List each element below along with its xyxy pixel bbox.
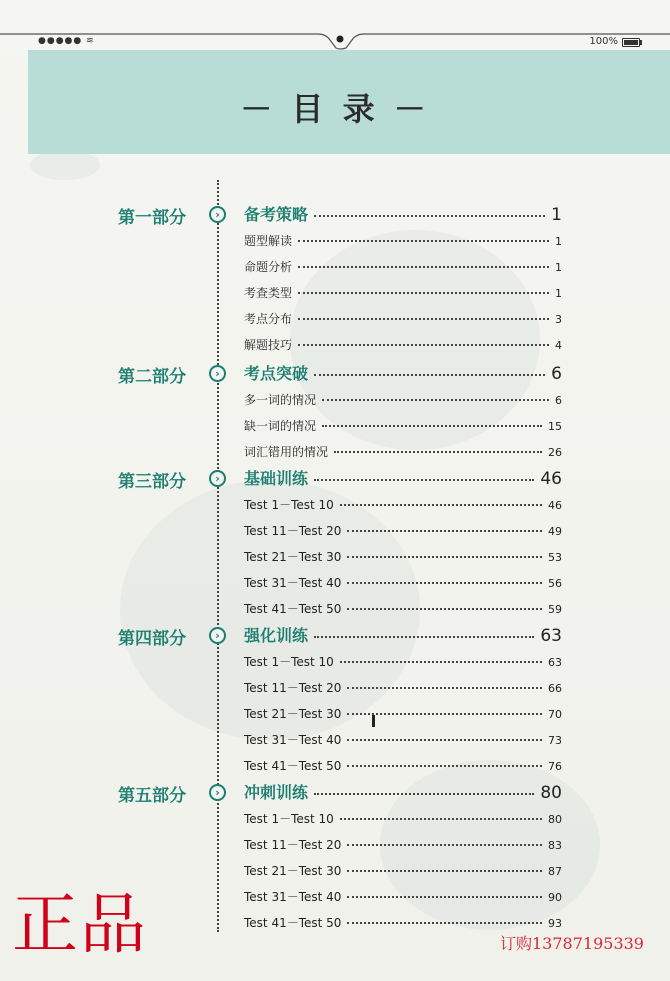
leader-dots [347,687,542,689]
part-label: 第五部分 [118,786,186,806]
entry-title: Test 41－Test 50 [244,602,342,616]
entry-title: Test 21－Test 30 [244,864,342,878]
signal-wifi-icon: ●●●●● ≋ [38,36,95,46]
toc-entry-row [244,284,562,301]
section-page-number: 63 [540,626,562,646]
entry-title: Test 41－Test 50 [244,759,342,773]
entry-page-number: 66 [548,682,562,695]
leader-dots [298,266,549,268]
toc-entry-row [244,836,562,853]
leader-dots [347,896,542,898]
entry-title: Test 31－Test 40 [244,890,342,904]
leader-dots [347,556,542,558]
toc-entry-row [244,810,562,827]
leader-dots [340,661,542,663]
entry-page-number: 53 [548,551,562,564]
leader-dots [340,504,542,506]
leader-dots [298,318,549,320]
entry-title: 题型解读 [244,234,293,248]
toc-section-row [244,466,562,489]
leader-dots [347,608,542,610]
dotted-divider [217,180,219,932]
toc-section-row [244,780,562,803]
entry-page-number: 90 [548,891,562,904]
entry-title: Test 1－Test 10 [244,812,334,826]
leader-dots [314,636,534,638]
section-title: 基础训练 [244,469,309,488]
frame-notch-outline [0,30,670,52]
leader-dots [298,240,549,242]
entry-page-number: 26 [548,446,562,459]
entry-title: Test 41－Test 50 [244,916,342,930]
order-phone-stamp: 订购13787195339 [500,934,644,953]
leader-dots [347,739,542,741]
toc-entry-row [244,391,562,408]
leader-dots [298,292,549,294]
toc-entry-row [244,600,562,617]
entry-page-number: 46 [548,499,562,512]
toc-section-row [244,202,562,225]
entry-title: Test 1－Test 10 [244,655,334,669]
entry-page-number: 76 [548,760,562,773]
toc-entry-row [244,574,562,591]
entry-title: 命题分析 [244,260,293,274]
leader-dots [314,479,534,481]
entry-page-number: 1 [555,235,562,248]
leader-dots [347,870,542,872]
entry-title: Test 31－Test 40 [244,576,342,590]
section-page-number: 1 [551,205,562,225]
toc-entry-row [244,888,562,905]
toc-entry-row [244,548,562,565]
toc-entry-row [244,496,562,513]
entry-page-number: 87 [548,865,562,878]
entry-page-number: 83 [548,839,562,852]
toc-entry-row [244,417,562,434]
entry-title: 解题技巧 [244,338,293,352]
entry-page-number: 93 [548,917,562,930]
toc-entry-row [244,522,562,539]
toc-entry-row [244,232,562,249]
toc-entry-row [244,757,562,774]
section-page-number: 46 [540,469,562,489]
leader-dots [347,713,542,715]
entry-title: 缺一词的情况 [244,419,317,433]
toc-entry-row [244,679,562,696]
entry-page-number: 70 [548,708,562,721]
leader-dots [334,451,542,453]
entry-title: Test 11－Test 20 [244,524,342,538]
toc-entry-row [244,443,562,460]
entry-page-number: 63 [548,656,562,669]
leader-dots [298,344,549,346]
chevron-right-icon: › [209,365,226,382]
entry-title: 考查类型 [244,286,293,300]
entry-page-number: 56 [548,577,562,590]
entry-page-number: 73 [548,734,562,747]
genuine-stamp: 正品 [12,886,148,963]
leader-dots [347,530,542,532]
toc-entry-row [244,705,562,722]
part-label: 第二部分 [118,367,186,387]
entry-title: Test 31－Test 40 [244,733,342,747]
leader-dots [347,582,542,584]
entry-title: 考点分布 [244,312,293,326]
entry-page-number: 80 [548,813,562,826]
entry-page-number: 49 [548,525,562,538]
toc-section-row [244,623,562,646]
entry-title: 多一词的情况 [244,393,317,407]
toc-entry-row [244,653,562,670]
leader-dots [314,793,534,795]
entry-title: Test 1－Test 10 [244,498,334,512]
toc-section-row [244,361,562,384]
leader-dots [347,844,542,846]
section-page-number: 80 [540,783,562,803]
entry-page-number: 1 [555,287,562,300]
entry-page-number: 3 [555,313,562,326]
battery-percent: 100% [589,36,618,47]
entry-page-number: 6 [555,394,562,407]
entry-title: Test 21－Test 30 [244,550,342,564]
page-title: － 目 录 － [240,90,430,128]
entry-page-number: 15 [548,420,562,433]
leader-dots [347,922,542,924]
toc-entry-row [244,336,562,353]
chevron-right-icon: › [209,784,226,801]
status-bar [0,30,670,50]
entry-page-number: 4 [555,339,562,352]
entry-title: 词汇错用的情况 [244,445,329,459]
section-title: 备考策略 [244,205,309,224]
part-label: 第一部分 [118,208,186,228]
print-mark [372,715,375,727]
section-page-number: 6 [551,364,562,384]
entry-page-number: 59 [548,603,562,616]
entry-title: Test 11－Test 20 [244,838,342,852]
leader-dots [322,399,549,401]
leader-dots [347,765,542,767]
section-title: 冲刺训练 [244,783,309,802]
leader-dots [314,374,545,376]
entry-title: Test 21－Test 30 [244,707,342,721]
part-label: 第三部分 [118,472,186,492]
entry-title: Test 11－Test 20 [244,681,342,695]
section-title: 强化训练 [244,626,309,645]
part-label: 第四部分 [118,629,186,649]
watermark-blob [30,150,100,180]
chevron-right-icon: › [209,206,226,223]
chevron-right-icon: › [209,627,226,644]
toc-entry-row [244,258,562,275]
leader-dots [322,425,542,427]
toc-entry-row [244,914,562,931]
section-title: 考点突破 [244,364,309,383]
entry-page-number: 1 [555,261,562,274]
chevron-right-icon: › [209,470,226,487]
leader-dots [340,818,542,820]
toc-entry-row [244,310,562,327]
toc-entry-row [244,731,562,748]
leader-dots [314,215,545,217]
toc-entry-row [244,862,562,879]
battery-icon [622,38,640,47]
